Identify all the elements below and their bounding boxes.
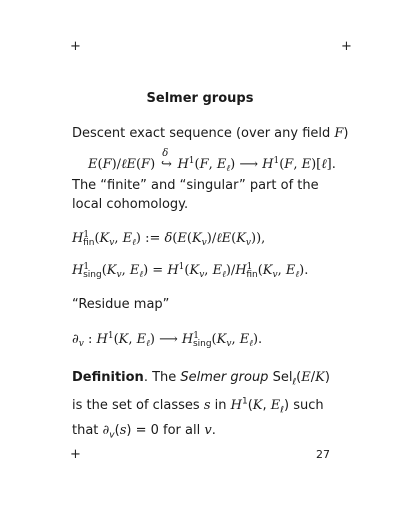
corner-mark-bottom-left: + — [70, 447, 81, 462]
residue-map-label: “Residue map” — [72, 297, 170, 312]
intro-text: Descent exact sequence (over any field F) — [72, 126, 349, 141]
page-number: 27 — [316, 448, 330, 461]
residue-map-formula: $\partial_v$ : $H^1(K$, $E_\ell$) ⟶ $H^1_{sing}(K_v$, $E_\ell$). — [72, 331, 263, 349]
delta-label: δ — [162, 148, 169, 159]
corner-mark-top-left: + — [70, 39, 81, 54]
descent-sequence: E(F)/ℓE(F) δ ↪ $H^1(F$, $E_\ell$) ⟶ $H^1(F$, E)[ℓ]. — [88, 152, 336, 179]
local-cohomology-text: The “finite” and “singular” part of the local cohomology. — [72, 178, 319, 212]
delta-hook-arrow: δ ↪ — [159, 155, 173, 174]
h-fin-definition: $H^1_{fin}(K_v$, $E_\ell$) := $\delta(E(K_v)/\ell E(K_v))$, — [72, 230, 266, 248]
definition-label: Definition — [72, 370, 144, 385]
h-sing-definition: $H^1_{sing}(K_v$, $E_\ell) = H^1(K_v$, $E_\ell)/H^1_{fin}(K_v$, $E_\ell$). — [72, 262, 309, 280]
long-arrow-icon: ⟶ — [239, 157, 258, 172]
page-title: Selmer groups — [146, 91, 254, 106]
definition-paragraph: Definition. The Selmer group Sel$_\ell$(E/K) is the set of classes s in $H^1(K$, $E_\ell$) such that $\partial_v(s) = 0$ for all v. — [72, 370, 330, 441]
corner-mark-top-right: + — [341, 39, 352, 54]
